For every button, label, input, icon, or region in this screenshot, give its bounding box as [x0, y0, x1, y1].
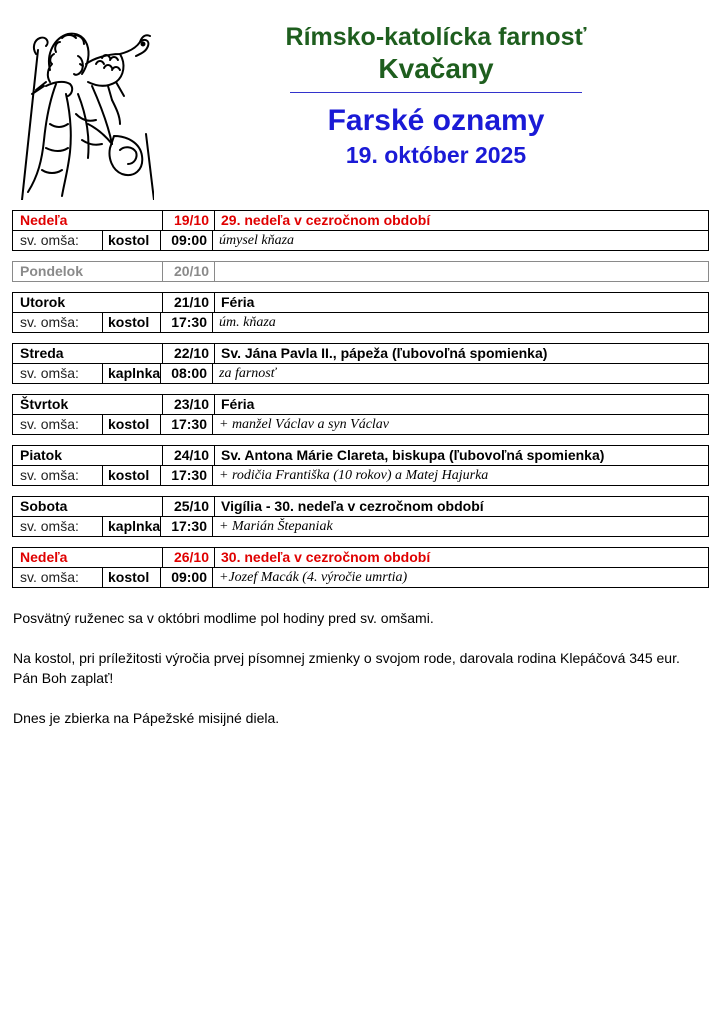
- mass-intention: + rodičia Františka (10 rokov) a Matej Hajurka: [219, 468, 489, 483]
- day-block-saturday-25: [12, 496, 709, 537]
- bulletin-header: [230, 22, 642, 169]
- mass-intention: + manžel Václav a syn Václav: [219, 417, 390, 432]
- mass-row: [13, 516, 708, 536]
- day-block-tuesday-21: [12, 292, 709, 333]
- day-date: 19/10: [163, 211, 215, 230]
- mass-intention: + Marián Štepaniak: [219, 519, 333, 534]
- day-block-monday-20: [12, 261, 709, 282]
- day-header-row: [13, 211, 708, 230]
- mass-time: 17:30: [161, 313, 213, 332]
- good-shepherd-logo: [16, 24, 154, 200]
- day-date: 22/10: [163, 344, 215, 363]
- day-header-row: [13, 548, 708, 567]
- mass-label: sv. omša:: [13, 313, 103, 332]
- mass-place: kaplnka: [103, 364, 161, 383]
- village-name: Kvačany: [378, 53, 494, 84]
- mass-time: 17:30: [161, 466, 213, 485]
- day-occasion: Féria: [221, 396, 255, 412]
- day-date: 21/10: [163, 293, 215, 312]
- day-name: Pondelok: [13, 262, 163, 281]
- mass-time: 08:00: [161, 364, 213, 383]
- mass-place: kostol: [103, 466, 161, 485]
- bulletin-title: Farské oznamy: [327, 104, 545, 137]
- day-date: 25/10: [163, 497, 215, 516]
- header-divider: [290, 92, 582, 93]
- mass-label: sv. omša:: [13, 568, 103, 587]
- day-date: 26/10: [163, 548, 215, 567]
- mass-place: kostol: [103, 313, 161, 332]
- mass-intention: +Jozef Macák (4. výročie umrtia): [219, 570, 408, 585]
- mass-time: 09:00: [161, 568, 213, 587]
- day-name: Streda: [13, 344, 163, 363]
- announcement-collection: Dnes je zbierka na Pápežské misijné diela.: [13, 710, 280, 726]
- mass-place: kostol: [103, 231, 161, 250]
- day-occasion: [215, 262, 708, 281]
- mass-label: sv. omša:: [13, 415, 103, 434]
- mass-intention: za farnosť: [219, 366, 276, 381]
- day-date: 24/10: [163, 446, 215, 465]
- day-header-row: [13, 395, 708, 414]
- mass-row: [13, 567, 708, 587]
- mass-time: 09:00: [161, 231, 213, 250]
- day-occasion: Féria: [221, 294, 255, 310]
- day-header-row: [13, 344, 708, 363]
- day-block-friday-24: [12, 445, 709, 486]
- day-name: Utorok: [13, 293, 163, 312]
- day-block-sunday-19: [12, 210, 709, 251]
- mass-row: [13, 312, 708, 332]
- mass-label: sv. omša:: [13, 517, 103, 536]
- day-header-row: [13, 446, 708, 465]
- day-block-sunday-26: [12, 547, 709, 588]
- mass-place: kostol: [103, 415, 161, 434]
- announcement-rosary: Posvätný ruženec sa v októbri modlime pol hodiny pred sv. omšami.: [13, 610, 434, 626]
- day-name: Štvrtok: [13, 395, 163, 414]
- day-name: Piatok: [13, 446, 163, 465]
- day-occasion: Sv. Antona Márie Clareta, biskupa (ľubovoľná spomienka): [221, 447, 605, 463]
- bulletin-date: 19. október 2025: [345, 142, 527, 168]
- day-header-row: [13, 497, 708, 516]
- day-header-row: [13, 293, 708, 312]
- mass-time: 17:30: [161, 415, 213, 434]
- day-block-thursday-23: [12, 394, 709, 435]
- day-header-row: [13, 262, 708, 281]
- mass-row: [13, 465, 708, 485]
- day-date: 23/10: [163, 395, 215, 414]
- day-name: Sobota: [13, 497, 163, 516]
- mass-intention: úm. kňaza: [219, 315, 276, 330]
- mass-label: sv. omša:: [13, 231, 103, 250]
- mass-intention: úmysel kňaza: [219, 233, 295, 248]
- mass-place: kostol: [103, 568, 161, 587]
- mass-place: kaplnka: [103, 517, 161, 536]
- mass-row: [13, 363, 708, 383]
- mass-label: sv. omša:: [13, 466, 103, 485]
- day-name: Nedeľa: [13, 211, 163, 230]
- announcement-donation: Na kostol, pri príležitosti výročia prvej písomnej zmienky o svojom rode, darovala rodina Klepáčová 345 eur. Pán Boh zaplať!: [13, 650, 680, 686]
- day-occasion: Sv. Jána Pavla II., pápeža (ľubovoľná spomienka): [221, 345, 548, 361]
- mass-row: [13, 230, 708, 250]
- mass-schedule: [12, 210, 709, 598]
- day-occasion: Vigília - 30. nedeľa v cezročnom období: [221, 498, 484, 514]
- day-name: Nedeľa: [13, 548, 163, 567]
- mass-time: 17:30: [161, 517, 213, 536]
- mass-row: [13, 414, 708, 434]
- shepherd-illustration: [16, 24, 154, 200]
- announcements: [13, 608, 703, 748]
- day-date: 20/10: [163, 262, 215, 281]
- mass-label: sv. omša:: [13, 364, 103, 383]
- day-occasion: 29. nedeľa v cezročnom období: [221, 212, 431, 228]
- parish-name: Rímsko-katolícka farnosť: [285, 23, 587, 51]
- day-block-wednesday-22: [12, 343, 709, 384]
- day-occasion: 30. nedeľa v cezročnom období: [221, 549, 431, 565]
